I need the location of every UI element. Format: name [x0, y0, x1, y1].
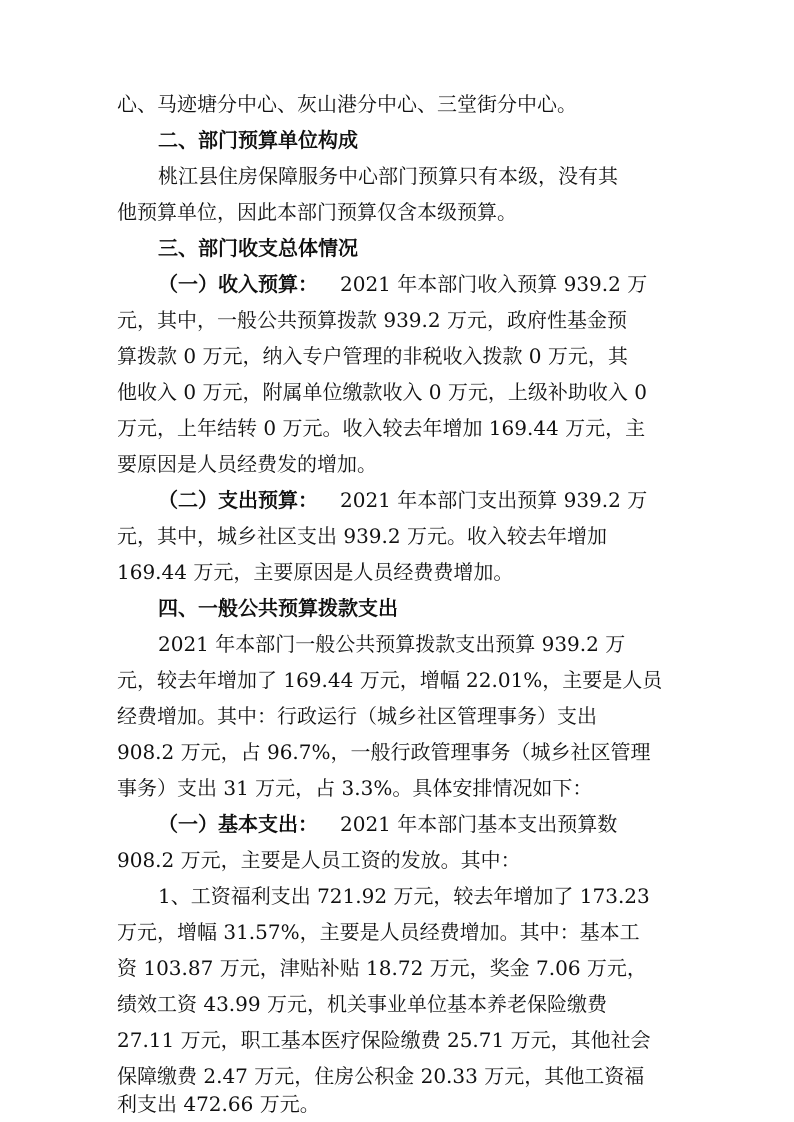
paragraph-line: 万元，增幅 31.57%，主要是人员经费增加。其中：基本工	[117, 920, 640, 944]
paragraph-line: 经费增加。其中：行政运行（城乡社区管理事务）支出	[117, 704, 597, 728]
paragraph-line: 元，其中，城乡社区支出 939.2 万元。收入较去年增加	[117, 524, 607, 548]
paragraph-line: 1、工资福利支出 721.92 万元，较去年增加了 173.23	[158, 884, 650, 908]
paragraph-line: 2021 年本部门支出预算 939.2 万	[340, 488, 648, 512]
section-heading-general-budget: 四、一般公共预算拨款支出	[158, 596, 398, 620]
paragraph-line: 万元，上年结转 0 万元。收入较去年增加 169.44 万元，主	[117, 416, 646, 440]
paragraph-line: 27.11 万元，职工基本医疗保险缴费 25.71 万元，其他社会	[117, 1028, 651, 1052]
paragraph-line: 2021 年本部门收入预算 939.2 万	[340, 272, 648, 296]
paragraph-line: 2021 年本部门基本支出预算数	[340, 812, 618, 836]
paragraph-line: 绩效工资 43.99 万元，机关事业单位基本养老保险缴费	[117, 992, 607, 1016]
paragraph-line: 桃江县住房保障服务中心部门预算只有本级，没有其	[158, 164, 618, 188]
paragraph-line: 2021 年本部门一般公共预算拨款支出预算 939.2 万	[158, 632, 626, 656]
paragraph-line: 169.44 万元，主要原因是人员经费费增加。	[117, 560, 514, 584]
paragraph-line: 908.2 万元，主要是人员工资的发放。其中：	[117, 848, 521, 872]
paragraph-line: 算拨款 0 万元，纳入专户管理的非税收入拨款 0 万元，其	[117, 344, 628, 368]
section-heading-overall: 三、部门收支总体情况	[158, 236, 358, 260]
paragraph-line: 他预算单位，因此本部门预算仅含本级预算。	[117, 200, 517, 224]
section-heading-budget-units: 二、部门预算单位构成	[158, 128, 358, 152]
paragraph-line: 元，较去年增加了 169.44 万元，增幅 22.01%，主要是人员	[117, 668, 663, 692]
paragraph-line: 心、马迹塘分中心、灰山港分中心、三堂街分中心。	[117, 92, 577, 116]
paragraph-line: 要原因是人员经费发的增加。	[117, 452, 377, 476]
subheading-expense-budget: （二）支出预算：	[158, 488, 318, 512]
subheading-income-budget: （一）收入预算：	[158, 272, 318, 296]
paragraph-line: 他收入 0 万元，附属单位缴款收入 0 万元，上级补助收入 0	[117, 380, 647, 404]
paragraph-line: 元，其中，一般公共预算拨款 939.2 万元，政府性基金预	[117, 308, 627, 332]
paragraph-line: 908.2 万元，占 96.7%，一般行政管理事务（城乡社区管理	[117, 740, 651, 764]
paragraph-line: 保障缴费 2.47 万元，住房公积金 20.33 万元，其他工资福	[117, 1064, 645, 1088]
paragraph-line: 利支出 472.66 万元。	[117, 1092, 320, 1116]
subheading-basic-expense: （一）基本支出：	[158, 812, 318, 836]
paragraph-line: 事务）支出 31 万元，占 3.3%。具体安排情况如下：	[117, 776, 593, 800]
paragraph-line: 资 103.87 万元，津贴补贴 18.72 万元，奖金 7.06 万元，	[117, 956, 647, 980]
